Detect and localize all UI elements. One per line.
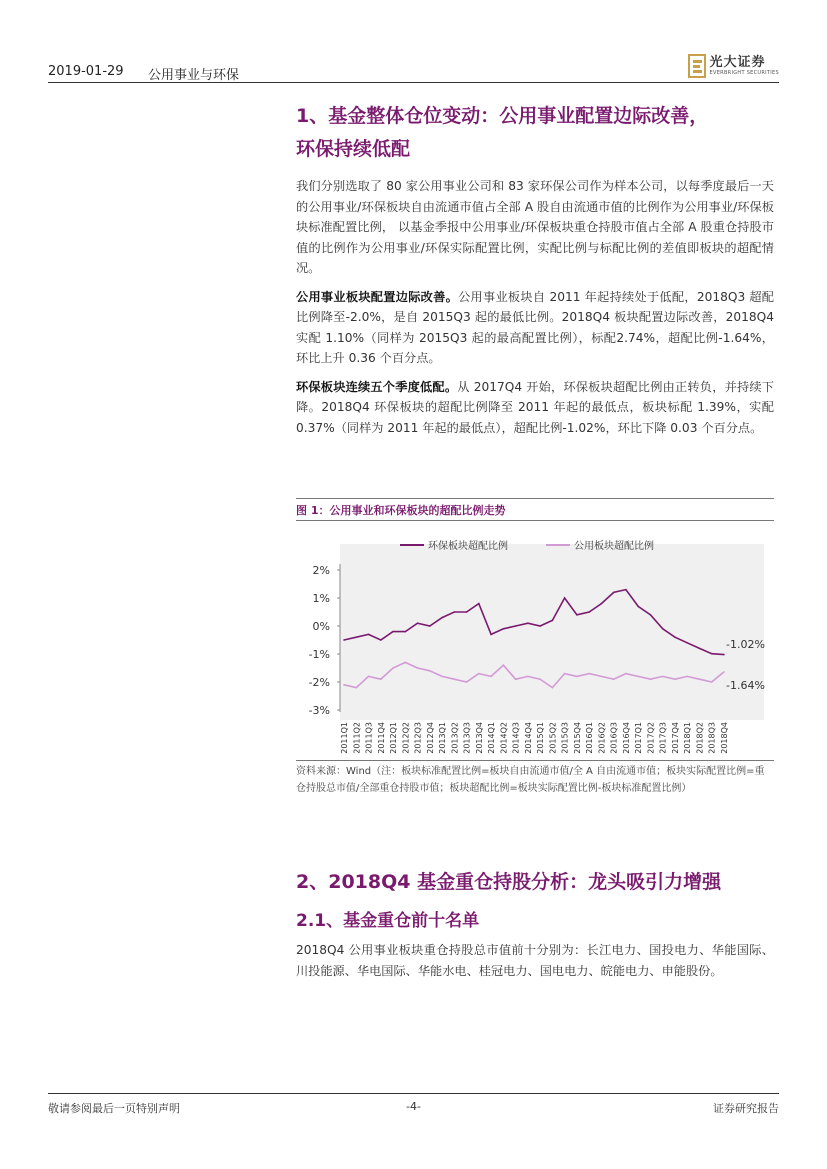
company-logo — [688, 52, 779, 80]
section-2-title: 2、2018Q4 基金重仓持股分析：龙头吸引力增强 — [296, 871, 722, 893]
x-tick-label: 2011Q1 — [340, 722, 349, 754]
data-point — [404, 631, 406, 633]
x-tick-label: 2012Q1 — [389, 722, 399, 754]
page-footer — [48, 1093, 779, 1115]
data-point — [699, 648, 701, 650]
data-point — [429, 625, 431, 627]
x-tick-label: 2012Q4 — [425, 722, 435, 754]
section-1-heading — [296, 100, 774, 166]
environment-paragraph — [296, 377, 774, 439]
data-point — [380, 639, 382, 641]
x-tick-label: 2011Q2 — [352, 722, 362, 754]
intro-paragraph: 我们分别选取了 80 家公用事业公司和 83 家环保公司作为样本公司，以每季度最后一天的公用事业/环保板块自由流通市值占全部 A 股自由流通市值的比例作为公用事业/环保板块标准配置比例， 以基金季报中公用事业/环保板块重仓持股市值占全部 A 股重仓持股市值的比例作为公用事业/环保实际配置比例，实配比例与标配比例的差值即板块的超配情况。 — [296, 179, 774, 275]
x-tick-label: 2015Q2 — [548, 722, 558, 754]
data-point — [417, 667, 419, 669]
data-point — [429, 670, 431, 672]
logo-cn-text: 光大证券 — [709, 55, 766, 70]
data-point — [527, 676, 529, 678]
data-point — [380, 678, 382, 680]
data-point — [613, 592, 615, 594]
data-point — [576, 676, 578, 678]
y-tick-label: -1% — [308, 648, 330, 661]
x-tick-label: 2014Q3 — [511, 722, 521, 754]
data-point — [662, 628, 664, 630]
x-tick-label: 2016Q3 — [609, 722, 619, 754]
data-point — [392, 667, 394, 669]
logo-en-text: EVERBRIGHT SECURITIES — [709, 70, 779, 76]
x-tick-label: 2013Q1 — [438, 722, 448, 754]
data-point — [368, 634, 370, 636]
data-point — [601, 603, 603, 605]
data-point — [650, 614, 652, 616]
data-point — [441, 676, 443, 678]
y-tick-label: -3% — [308, 704, 330, 717]
section-1-title-line1: 1、基金整体仓位变动：公用事业配置边际改善， — [296, 105, 709, 127]
y-tick-label: 1% — [312, 592, 330, 605]
utility-paragraph — [296, 287, 774, 369]
x-tick-label: 2014Q2 — [499, 722, 509, 754]
section-1-title-line2: 环保持续低配 — [296, 138, 411, 160]
data-point — [478, 603, 480, 605]
data-point — [392, 631, 394, 633]
section-2-1-heading — [296, 906, 774, 931]
data-point — [674, 678, 676, 680]
legend-label-utility: 公用板块超配比例 — [574, 541, 654, 552]
report-date: 2019-01-29 — [48, 64, 124, 79]
x-tick-label: 2013Q4 — [474, 722, 484, 754]
data-point — [404, 662, 406, 664]
x-tick-label: 2014Q4 — [523, 722, 533, 754]
x-tick-label: 2015Q4 — [572, 722, 582, 754]
data-point — [686, 676, 688, 678]
x-tick-label: 2012Q2 — [401, 722, 411, 754]
x-tick-label: 2017Q1 — [634, 722, 644, 754]
data-point — [552, 687, 554, 689]
data-point — [650, 678, 652, 680]
data-point — [466, 611, 468, 613]
data-point — [454, 611, 456, 613]
data-point — [441, 617, 443, 619]
data-point — [490, 634, 492, 636]
data-point — [454, 678, 456, 680]
figure-bottom-rule — [296, 760, 774, 761]
end-label-environment: -1.02% — [726, 638, 765, 651]
utility-text: 公用事业板块自 2011 年起持续处于低配，2018Q3 超配比例降至-2.0%，是自 2015Q3 起的最低比例。2018Q4 板块配置边际改善，2018Q4 实配 1.10%（同样为 2015Q3 起的最高配置比例），标配2.74%，超配比例-1.64%，环比上升 0.36 个百分点。 — [296, 289, 774, 365]
x-tick-label: 2018Q4 — [720, 722, 729, 754]
x-tick-label: 2017Q2 — [646, 722, 656, 754]
data-point — [343, 639, 345, 641]
x-tick-label: 2013Q3 — [462, 722, 472, 754]
x-tick-label: 2015Q1 — [536, 722, 546, 754]
x-tick-label: 2011Q3 — [364, 722, 374, 754]
data-point — [503, 664, 505, 666]
data-point — [588, 611, 590, 613]
y-tick-label: -2% — [308, 676, 330, 689]
data-point — [711, 653, 713, 655]
x-tick-label: 2018Q1 — [683, 722, 693, 754]
data-point — [625, 589, 627, 591]
section-1-body — [296, 176, 774, 438]
data-point — [527, 622, 529, 624]
data-point — [588, 673, 590, 675]
data-point — [637, 676, 639, 678]
x-tick-label: 2017Q4 — [670, 722, 680, 754]
x-tick-label: 2015Q3 — [560, 722, 570, 754]
data-point — [355, 687, 357, 689]
data-point — [503, 628, 505, 630]
x-tick-label: 2013Q2 — [450, 722, 460, 754]
overweight-ratio-chart — [296, 524, 774, 758]
data-point — [343, 684, 345, 686]
data-point — [478, 673, 480, 675]
data-point — [686, 642, 688, 644]
utility-lead: 公用事业板块配置边际改善。 — [296, 289, 459, 304]
data-point — [515, 625, 517, 627]
data-point — [637, 606, 639, 608]
figure-title: 图 1：公用事业和环保板块的超配比例走势 — [296, 504, 506, 517]
data-point — [539, 625, 541, 627]
environment-text: 从 2017Q4 开始，环保板块超配比例由正转负，并持续下降。2018Q4 环保板块的超配比例降至 2011 年起的最低点，板块标配 1.39%，实配 0.37%（同样为 2011 年起的最低点），超配比例-1.02%，环比下降 0.03 个百分点。 — [296, 379, 774, 435]
data-point — [515, 678, 517, 680]
data-point — [355, 636, 357, 638]
data-point — [417, 622, 419, 624]
report-sector: 公用事业与环保 — [148, 68, 240, 83]
figure-top-rule — [296, 498, 774, 499]
end-label-utility: -1.64% — [726, 679, 765, 692]
data-point — [539, 678, 541, 680]
data-point — [723, 671, 725, 673]
page-number: -4- — [406, 1100, 421, 1113]
top-ten-paragraph: 2018Q4 公用事业板块重仓持股总市值前十分别为：长江电力、国投电力、华能国际、川投能源、华电国际、华能水电、桂冠电力、国电电力、皖能电力、申能股份。 — [296, 943, 774, 978]
data-point — [490, 676, 492, 678]
x-tick-label: 2012Q3 — [413, 722, 423, 754]
data-point — [576, 614, 578, 616]
x-tick-label: 2018Q3 — [707, 722, 717, 754]
data-point — [552, 620, 554, 622]
data-point — [674, 636, 676, 638]
logo-mark-icon — [688, 54, 706, 78]
data-point — [699, 678, 701, 680]
data-point — [564, 673, 566, 675]
data-point — [368, 676, 370, 678]
data-point — [662, 676, 664, 678]
section-2-1-title: 2.1、基金重仓前十名单 — [296, 911, 480, 931]
data-point — [564, 597, 566, 599]
x-tick-label: 2011Q4 — [376, 722, 386, 754]
x-tick-label: 2018Q2 — [695, 722, 705, 754]
data-point — [723, 654, 725, 656]
y-tick-label: 0% — [312, 620, 330, 633]
data-point — [625, 673, 627, 675]
x-tick-label: 2016Q2 — [597, 722, 607, 754]
data-point — [711, 681, 713, 683]
environment-lead: 环保板块连续五个季度低配。 — [296, 379, 458, 394]
section-2-heading — [296, 866, 774, 899]
data-point — [601, 676, 603, 678]
figure-source: 资料来源：Wind（注：板块标准配置比例=板块自由流通市值/全 A 自由流通市值；板块实际配置比例=重仓持股总市值/全部重仓持股市值；板块超配比例=板块实际配置比例-板块标准配置比例） — [296, 766, 765, 794]
figure-title-rule — [296, 520, 774, 521]
x-tick-label: 2017Q3 — [658, 722, 668, 754]
data-point — [466, 681, 468, 683]
x-tick-label: 2016Q4 — [621, 722, 631, 754]
footer-disclaimer: 敬请参阅最后一页特别声明 — [48, 1102, 180, 1115]
footer-report-type: 证券研究报告 — [713, 1102, 779, 1115]
y-tick-label: 2% — [312, 564, 330, 577]
x-tick-label: 2014Q1 — [487, 722, 497, 754]
data-point — [613, 678, 615, 680]
legend-label-environment: 环保板块超配比例 — [428, 541, 508, 552]
section-2-body — [296, 940, 774, 981]
x-tick-label: 2016Q1 — [585, 722, 595, 754]
page-header — [48, 48, 779, 83]
